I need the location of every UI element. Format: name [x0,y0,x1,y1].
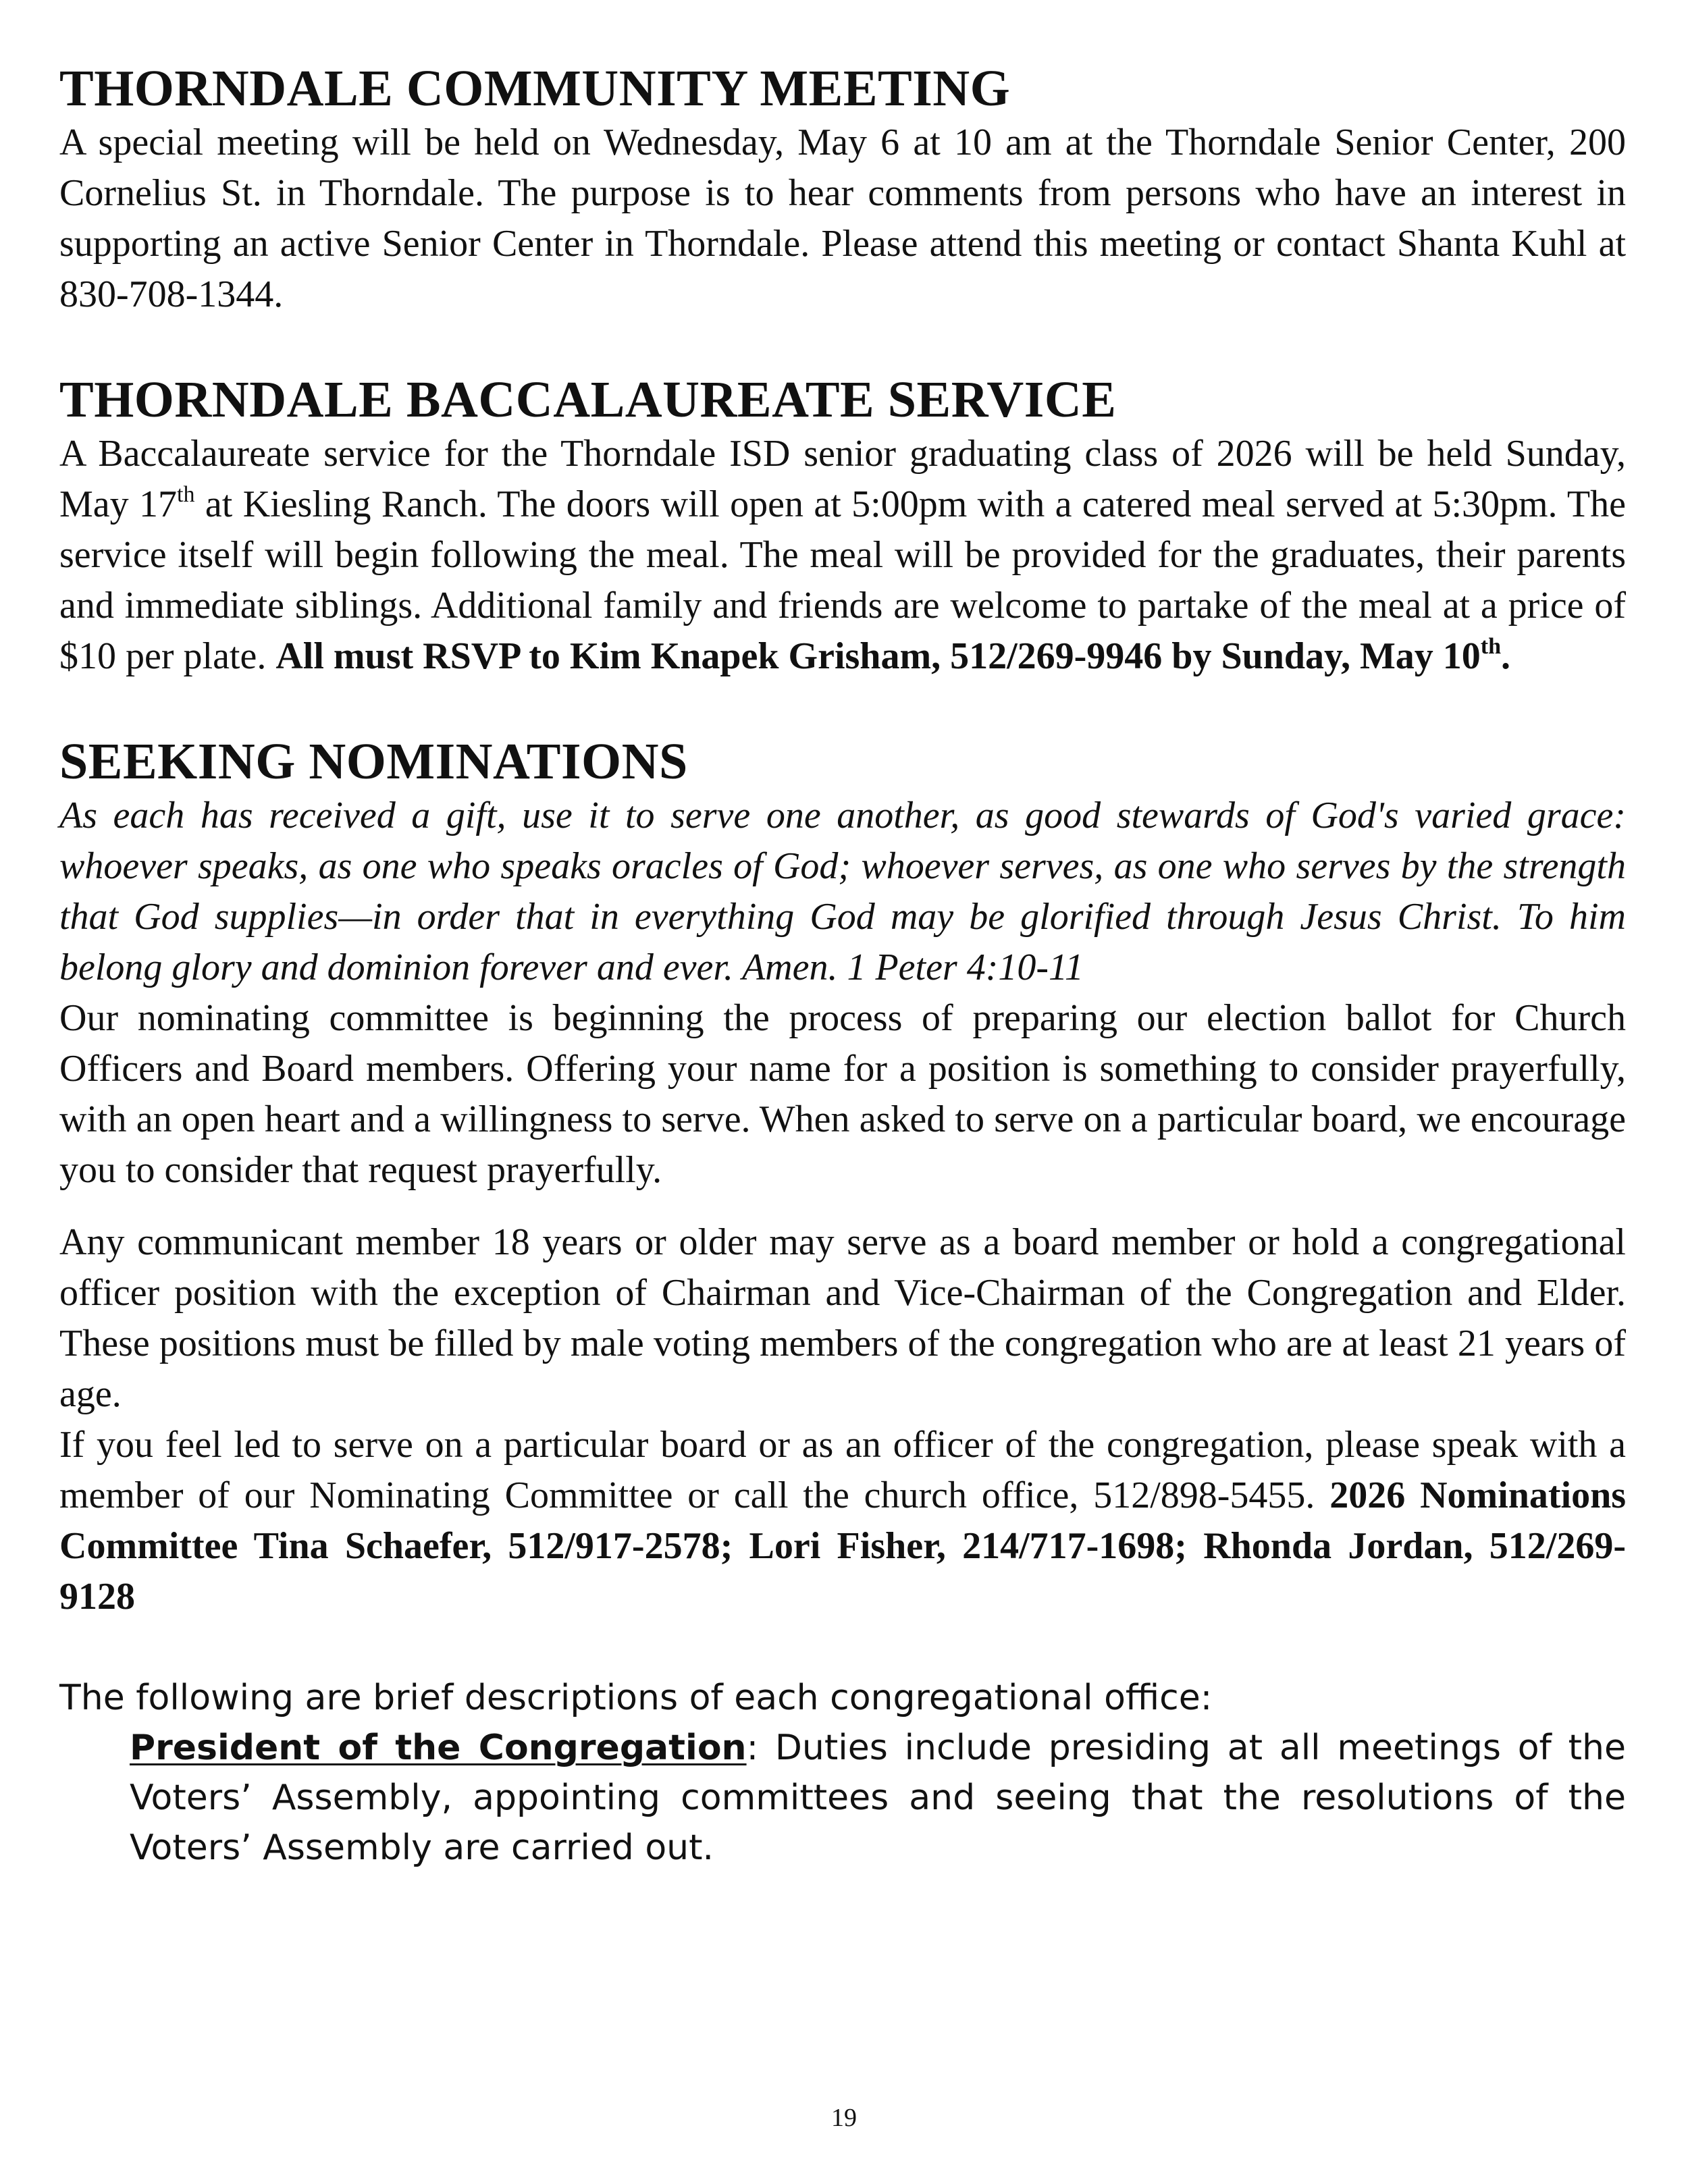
spacer [59,1196,1626,1217]
contact-text: If you feel led to serve on a particular board or as an officer of the congregation, please speak with a member of our Nominating Committee or call the church office, 512/898-5455. [59,1424,1626,1516]
office-term: President of the Congregation [130,1728,747,1768]
ordinal-suffix: th [1480,634,1502,659]
scripture-verse: As each has received a gift, use it to serve one another, as good stewards of God's varied grace: whoever speaks, as one who speaks oracles of God; whoever serves, as one who serves by the strength that God supplies—in order that in everything God may be glorified through Jesus Christ. To him belong glory and dominion forever and ever. Amen. 1 Peter 4:10-11 [59,795,1626,988]
spacer [59,320,1626,371]
nominations-paragraph-2: Any communicant member 18 years or older may serve as a board member or hold a congregational officer position with the exception of Chairman and Vice-Chairman of the Congregation and Elder. These positions must be filled by male voting members of the congregation who are at least 21 years of age. [59,1221,1626,1415]
rsvp-text: All must RSVP to Kim Knapek Grisham, 512/269-9946 by Sunday, May 10 [275,635,1481,677]
baccalaureate-body [59,429,1626,682]
office-description: : Duties include presiding at all meetings of the Voters’ Assembly, appointing committees and seeing that the resolutions of the Voters’ Assembly are carried out. [130,1728,1626,1868]
community-meeting-heading: THORNDALE COMMUNITY MEETING [59,60,1011,117]
nominations-heading: SEEKING NOMINATIONS [59,733,688,790]
spacer [59,1622,1626,1673]
rsvp-notice [275,635,1510,677]
nominations-paragraph-3 [59,1420,1626,1622]
offices-intro: The following are brief descriptions of each congregational office: [59,1678,1213,1718]
rsvp-end: . [1501,635,1511,677]
nominations-paragraph-1: Our nominating committee is beginning the process of preparing our election ballot for Church Officers and Board members. Offering your name for a position is something to consider prayerfully, with an open heart and a willingness to serve. When asked to serve on a particular board, we encourage you to consider that request prayerfully. [59,997,1626,1191]
page-number: 19 [831,2104,857,2132]
baccalaureate-text-b: at Kiesling Ranch. The doors will open at 5:00pm with a catered meal served at 5:30pm. The service itself will begin following the meal. The meal will be provided for the graduates, their parents and immediate siblings. Additional family and friends are welcome to partake of the meal at a price of $10 per plate. [59,483,1626,677]
newsletter-page [59,59,1626,1873]
spacer [59,682,1626,733]
community-meeting-body: A special meeting will be held on Wednesday, May 6 at 10 am at the Thorndale Senior Center, 200 Cornelius St. in Thorndale. The purpose is to hear comments from persons who have an interest in supporting an active Senior Center in Thorndale. Please attend this meeting or contact Shanta Kuhl at 830-708-1344. [59,122,1626,315]
baccalaureate-heading: THORNDALE BACCALAUREATE SERVICE [59,371,1117,428]
committee-contacts: 2026 Nominations Committee Tina Schaefer, 512/917-2578; Lori Fisher, 214/717-1698; Rhonda Jordan, 512/269-9128 [59,1474,1627,1618]
office-item [130,1723,1626,1873]
baccalaureate-text-a: A Baccalaureate service for the Thorndale ISD senior graduating class of 2026 will be held Sunday, May 17 [59,433,1626,525]
ordinal-suffix: th [177,482,195,507]
